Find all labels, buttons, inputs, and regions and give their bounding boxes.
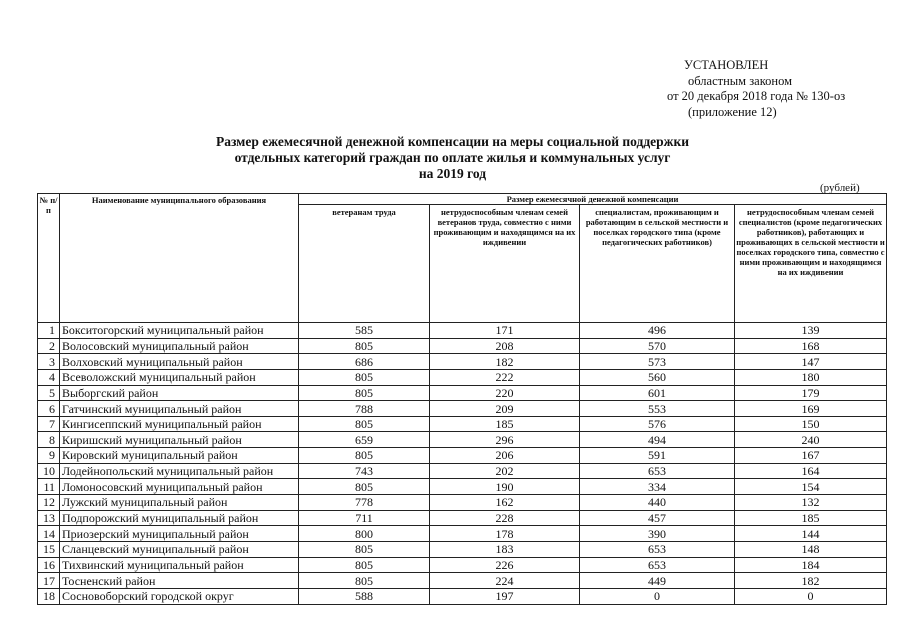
value-veteran-family: 208 [430,338,580,354]
table-row [38,338,887,354]
value-veteran-family: 224 [430,573,580,589]
table-row [38,323,887,339]
value-specialist-family: 132 [735,495,887,511]
value-labor-veterans: 805 [299,385,430,401]
row-number: 7 [38,416,60,432]
value-veteran-family: 178 [430,526,580,542]
header-veteran-family: нетрудоспособным членам семей ветеранов труда, совместно с ними проживающим и находящимся на их иждивении [430,205,580,323]
municipality-name: Киришский муниципальный район [60,432,299,448]
value-rural-specialists: 553 [580,401,735,417]
row-number: 4 [38,369,60,385]
municipality-name: Кировский муниципальный район [60,448,299,464]
value-veteran-family: 182 [430,354,580,370]
municipality-name: Приозерский муниципальный район [60,526,299,542]
value-specialist-family: 148 [735,541,887,557]
row-number: 9 [38,448,60,464]
value-veteran-family: 220 [430,385,580,401]
table-row [38,479,887,495]
value-specialist-family: 168 [735,338,887,354]
value-specialist-family: 179 [735,385,887,401]
value-labor-veterans: 711 [299,510,430,526]
value-veteran-family: 183 [430,541,580,557]
table-row [38,557,887,573]
municipality-name: Выборгский район [60,385,299,401]
value-veteran-family: 228 [430,510,580,526]
table-row [38,573,887,589]
header-rural-specialists: специалистам, проживающим и работающим в сельской местности и поселках городского типа (кроме педагогических работников) [580,205,735,323]
row-number: 18 [38,588,60,604]
value-veteran-family: 171 [430,323,580,339]
table-row [38,416,887,432]
value-labor-veterans: 805 [299,448,430,464]
table-row [38,510,887,526]
value-specialist-family: 147 [735,354,887,370]
value-labor-veterans: 805 [299,338,430,354]
row-number: 6 [38,401,60,417]
value-rural-specialists: 440 [580,495,735,511]
table-row [38,354,887,370]
value-labor-veterans: 805 [299,416,430,432]
value-veteran-family: 197 [430,588,580,604]
value-labor-veterans: 805 [299,573,430,589]
row-number: 1 [38,323,60,339]
row-number: 15 [38,541,60,557]
value-labor-veterans: 805 [299,541,430,557]
value-veteran-family: 296 [430,432,580,448]
table-row [38,448,887,464]
header-labor-veterans: ветеранам труда [299,205,430,323]
document-title [0,134,905,182]
value-labor-veterans: 805 [299,369,430,385]
table-row [38,541,887,557]
municipality-name: Тосненский район [60,573,299,589]
table-row [38,432,887,448]
approval-line-2: областным законом [688,73,793,88]
value-labor-veterans: 805 [299,479,430,495]
approval-line-3: от 20 декабря 2018 года № 130-оз [667,89,846,103]
compensation-table [37,193,887,605]
value-specialist-family: 139 [735,323,887,339]
value-rural-specialists: 494 [580,432,735,448]
value-rural-specialists: 334 [580,479,735,495]
title-line-1: Размер ежемесячной денежной компенсации на меры социальной поддержки [215,134,690,149]
value-specialist-family: 167 [735,448,887,464]
value-labor-veterans: 588 [299,588,430,604]
approval-line-4: (приложение 12) [688,104,777,119]
row-number: 3 [38,354,60,370]
value-rural-specialists: 496 [580,323,735,339]
unit-label: (рублей) [820,182,860,194]
value-rural-specialists: 0 [580,588,735,604]
row-number: 16 [38,557,60,573]
value-specialist-family: 169 [735,401,887,417]
header-compensation-size: Размер ежемесячной денежной компенсации [299,194,887,205]
value-veteran-family: 206 [430,448,580,464]
table-row [38,385,887,401]
table-row [38,588,887,604]
value-specialist-family: 0 [735,588,887,604]
municipality-name: Гатчинский муниципальный район [60,401,299,417]
value-specialist-family: 150 [735,416,887,432]
row-number: 8 [38,432,60,448]
municipality-name: Подпорожский муниципальный район [60,510,299,526]
value-labor-veterans: 686 [299,354,430,370]
value-rural-specialists: 653 [580,557,735,573]
table-row [38,401,887,417]
title-line-3: на 2019 год [418,166,487,181]
value-rural-specialists: 570 [580,338,735,354]
value-specialist-family: 144 [735,526,887,542]
value-rural-specialists: 591 [580,448,735,464]
municipality-name: Сосновоборский городской округ [60,588,299,604]
approval-stamp [667,58,897,120]
municipality-name: Ломоносовский муниципальный район [60,479,299,495]
value-veteran-family: 222 [430,369,580,385]
value-labor-veterans: 778 [299,495,430,511]
approval-line-1: УСТАНОВЛЕН [684,58,769,72]
municipality-name: Сланцевский муниципальный район [60,541,299,557]
value-rural-specialists: 560 [580,369,735,385]
value-rural-specialists: 601 [580,385,735,401]
value-rural-specialists: 449 [580,573,735,589]
municipality-name: Тихвинский муниципальный район [60,557,299,573]
value-labor-veterans: 805 [299,557,430,573]
value-specialist-family: 184 [735,557,887,573]
value-specialist-family: 154 [735,479,887,495]
municipality-name: Лодейнопольский муниципальный район [60,463,299,479]
title-line-2: отдельных категорий граждан по оплате жилья и коммунальных услуг [234,150,671,165]
municipality-name: Кингисеппский муниципальный район [60,416,299,432]
value-veteran-family: 226 [430,557,580,573]
municipality-name: Лужский муниципальный район [60,495,299,511]
header-municipality: Наименование муниципального образования [60,194,299,323]
value-veteran-family: 202 [430,463,580,479]
value-rural-specialists: 576 [580,416,735,432]
value-rural-specialists: 573 [580,354,735,370]
municipality-name: Волховский муниципальный район [60,354,299,370]
header-number: № п/п [38,194,60,323]
value-labor-veterans: 743 [299,463,430,479]
value-rural-specialists: 457 [580,510,735,526]
municipality-name: Всеволожский муниципальный район [60,369,299,385]
value-specialist-family: 182 [735,573,887,589]
value-specialist-family: 240 [735,432,887,448]
value-specialist-family: 185 [735,510,887,526]
row-number: 14 [38,526,60,542]
table-row [38,495,887,511]
value-veteran-family: 190 [430,479,580,495]
row-number: 12 [38,495,60,511]
value-rural-specialists: 653 [580,541,735,557]
row-number: 17 [38,573,60,589]
value-veteran-family: 162 [430,495,580,511]
municipality-name: Бокситогорский муниципальный район [60,323,299,339]
value-labor-veterans: 788 [299,401,430,417]
row-number: 10 [38,463,60,479]
header-specialist-family: нетрудоспособным членам семей специалистов (кроме педагогических работников), работающих и проживающих в сельской местности и поселках городского типа, совместно с ними проживающим и находящимся на их иждивении [735,205,887,323]
value-labor-veterans: 659 [299,432,430,448]
value-specialist-family: 180 [735,369,887,385]
row-number: 2 [38,338,60,354]
value-veteran-family: 209 [430,401,580,417]
table-row [38,526,887,542]
row-number: 5 [38,385,60,401]
row-number: 13 [38,510,60,526]
value-labor-veterans: 800 [299,526,430,542]
value-specialist-family: 164 [735,463,887,479]
value-rural-specialists: 390 [580,526,735,542]
municipality-name: Волосовский муниципальный район [60,338,299,354]
table-body [38,323,887,605]
row-number: 11 [38,479,60,495]
value-labor-veterans: 585 [299,323,430,339]
table-row [38,369,887,385]
table-row [38,463,887,479]
value-rural-specialists: 653 [580,463,735,479]
value-veteran-family: 185 [430,416,580,432]
